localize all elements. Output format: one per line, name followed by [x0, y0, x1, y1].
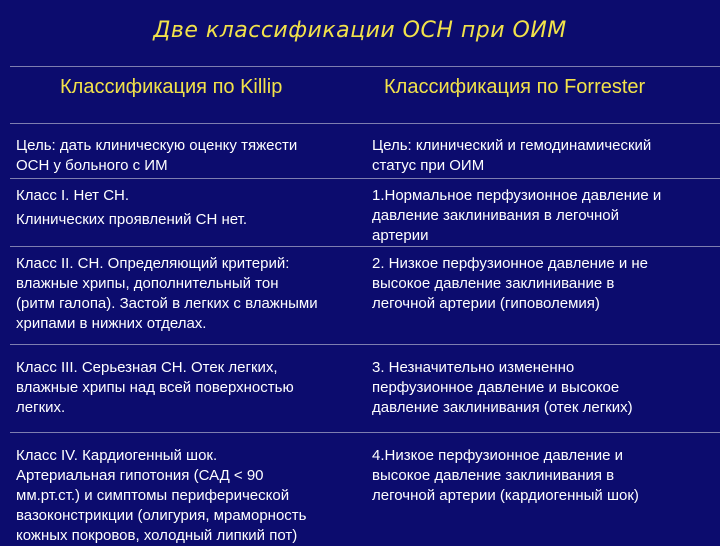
- divider-line: [10, 66, 720, 67]
- slide-title: Две классификации ОСН при ОИМ: [153, 18, 567, 43]
- forrester-class-3: [372, 358, 712, 418]
- line: легких.: [16, 399, 66, 416]
- line: Артериальная гипотония (САД < 90: [16, 467, 264, 484]
- line: вазоконстрикции (олигурия, мраморность: [16, 507, 307, 524]
- line: (ритм галопа). Застой в легких с влажными: [16, 295, 318, 312]
- divider-line: [10, 344, 720, 345]
- killip-class-2: [16, 254, 361, 334]
- forrester-class-4: [372, 446, 712, 506]
- line: влажные хрипы, дополнительный тон: [16, 275, 279, 292]
- line: статус при ОИМ: [372, 157, 485, 174]
- divider-line: [10, 178, 720, 179]
- line: 4.Низкое перфузионное давление и: [372, 447, 624, 464]
- forrester-goal: [372, 136, 712, 176]
- forrester-class-2: [372, 254, 712, 314]
- line: высокое давление заклинивание в: [372, 275, 615, 292]
- line: кожных покровов, холодный липкий пот): [16, 527, 298, 544]
- line: артерии: [372, 227, 429, 244]
- line: мм.рт.ст.) и симптомы периферической: [16, 487, 290, 504]
- line: 1.Нормальное перфузионное давление и: [372, 187, 662, 204]
- killip-class-1: [16, 186, 361, 230]
- line: Класс III. Серьезная СН. Отек легких,: [16, 359, 278, 376]
- divider-line: [10, 432, 720, 433]
- header-killip: Классификация по Killip: [60, 76, 283, 98]
- line: Класс IV. Кардиогенный шок.: [16, 447, 218, 464]
- line: перфузионное давление и высокое: [372, 379, 620, 396]
- line: легочной артерии (кардиогенный шок): [372, 487, 639, 504]
- line: ОСН у больного с ИМ: [16, 157, 168, 174]
- line: Цель: клинический и гемодинамический: [372, 137, 652, 154]
- line: Клинических проявлений СН нет.: [16, 211, 247, 228]
- line: Класс II. СН. Определяющий критерий:: [16, 255, 290, 272]
- killip-class-4: [16, 446, 361, 546]
- line: хрипами в нижних отделах.: [16, 315, 207, 332]
- line: 2. Низкое перфузионное давление и не: [372, 255, 649, 272]
- line: влажные хрипы над всей поверхностью: [16, 379, 294, 396]
- line: высокое давление заклинивания в: [372, 467, 615, 484]
- divider-line: [10, 123, 720, 124]
- killip-goal: [16, 136, 361, 176]
- header-forrester: Классификация по Forrester: [384, 76, 646, 98]
- line: давление заклинивания в легочной: [372, 207, 620, 224]
- line: 3. Незначительно измененно: [372, 359, 575, 376]
- divider-line: [10, 246, 720, 247]
- line: легочной артерии (гиповолемия): [372, 295, 600, 312]
- line: давление заклинивания (отек легких): [372, 399, 633, 416]
- forrester-class-1: [372, 186, 712, 246]
- line: Цель: дать клиническую оценку тяжести: [16, 137, 298, 154]
- killip-class-3: [16, 358, 361, 418]
- line: Класс I. Нет СН.: [16, 187, 130, 204]
